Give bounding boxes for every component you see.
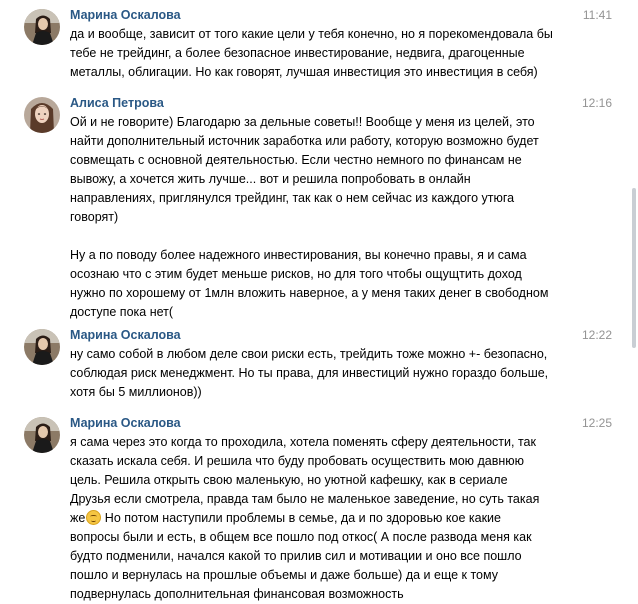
message-text	[70, 433, 618, 604]
avatar[interactable]	[24, 417, 60, 453]
message-line: цель. Решила открыть свою маленькую, но уютной кафешку, как в сериале	[70, 473, 508, 487]
smirk-emoji-icon	[86, 510, 101, 525]
message-time[interactable]: 12:16	[581, 96, 612, 110]
author-name[interactable]: Марина Оскалова	[70, 8, 181, 22]
avatar[interactable]	[24, 329, 60, 365]
message-line: сказать искала себя. И решила что буду пробовать осуществить мою давнюю	[70, 454, 525, 468]
message	[0, 326, 626, 398]
message-line: Ну а по поводу более надежного инвестирования, вы конечно правы, я и сама	[70, 248, 527, 262]
avatar[interactable]	[24, 9, 60, 45]
author-name[interactable]: Алиса Петрова	[70, 96, 164, 110]
message-line: говорят)	[70, 210, 119, 224]
message-text	[70, 345, 618, 402]
message-line: осознаю что с этим будет меньше рисков, но для того чтобы ощущтить доход	[70, 267, 522, 281]
message-line-end: Но потом наступили проблемы в семье, да и по здоровью кое какие	[101, 511, 501, 525]
message	[0, 414, 626, 603]
message-line: ну само собой в любом деле свои риски есть, трейдить тоже можно +- безопасно,	[70, 347, 548, 361]
message-line: вопросы были и есть, в общем все пошло под откос( А после развода меня как	[70, 530, 532, 544]
avatar-alisa-image	[24, 97, 60, 133]
message-line: вывожу, а хочется жить лучше... вот и решила попробовать в онлайн	[70, 172, 471, 186]
message-line: будто подменили, начался какой то прилив сил и мотивации и оно все пошло	[70, 549, 522, 563]
scrollbar[interactable]	[630, 0, 638, 603]
message-line: соблюдая риск менеджмент. Но ты права, для инвестиций нужно гораздо больше,	[70, 366, 549, 380]
message-line: хотя бы 5 миллионов))	[70, 385, 202, 399]
message-line: я сама через это когда то проходила, хотела поменять сферу деятельности, так	[70, 435, 536, 449]
message-text	[70, 25, 618, 82]
message	[0, 6, 626, 79]
message-line: нужно по хорошему от 1млн вложить наверное, а у меня таких денег в свободном	[70, 286, 549, 300]
message-text	[70, 113, 618, 322]
message-line: да и вообще, зависит от того какие цели у тебя конечно, но я порекомендовала бы	[70, 27, 553, 41]
message-line: найти дополнительный источник заработка или работу, которую возможно будет	[70, 134, 539, 148]
avatar-marina-image	[24, 417, 60, 453]
message	[0, 94, 626, 319]
author-name[interactable]: Марина Оскалова	[70, 416, 181, 430]
message-line: тебе не трейдинг, а более безопасное инвестирование, недвига, драгоценные	[70, 46, 525, 60]
message-line	[70, 509, 618, 528]
message-line: доступе пока нет(	[70, 305, 174, 319]
author-name[interactable]: Марина Оскалова	[70, 328, 181, 342]
message-line: Друзья если смотрела, правда там было не маленькое заведение, но суть такая	[70, 492, 540, 506]
message-line: пошло и вернулась на прошлые объемы и даже больше) да и еще к тому	[70, 568, 498, 582]
message-line	[70, 227, 618, 246]
message-line-start: же	[70, 511, 86, 525]
message-line: подвернулась дополнительная финансовая возможность	[70, 587, 404, 601]
message-time[interactable]: 11:41	[582, 8, 612, 22]
message-time[interactable]: 12:25	[581, 416, 612, 430]
message-line: Ой и не говорите) Благодарю за дельные советы!! Вообще у меня из целей, это	[70, 115, 535, 129]
message-time[interactable]: 12:22	[581, 328, 612, 342]
avatar-marina-image	[24, 329, 60, 365]
message-line: металлы, облигации. Но как говорят, лучшая инвестиция это инвестиция в себя)	[70, 65, 538, 79]
avatar-marina-image	[24, 9, 60, 45]
message-line: направлениях, приглянулся трейдинг, так как о нем сейчас из каждого утюга	[70, 191, 515, 205]
avatar[interactable]	[24, 97, 60, 133]
message-line: совмещать с основной деятельностью. Если честно немного по финансам не	[70, 153, 522, 167]
scrollbar-thumb[interactable]	[632, 188, 636, 348]
